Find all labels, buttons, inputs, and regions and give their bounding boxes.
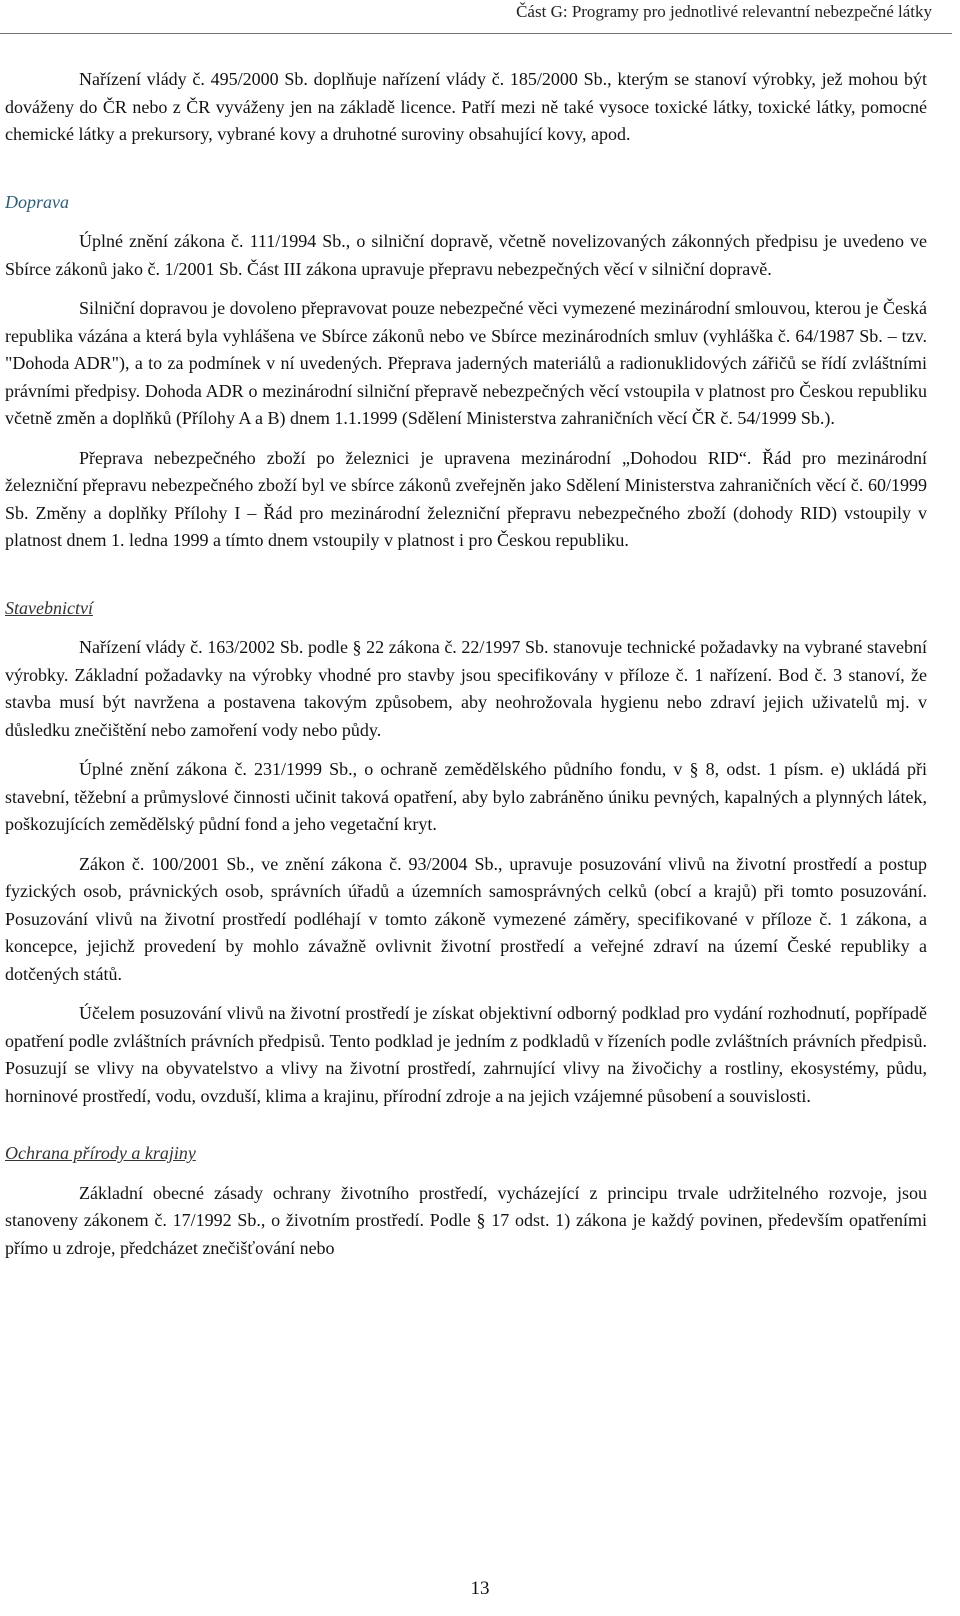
paragraph-stavebnictvi-3: Zákon č. 100/2001 Sb., ve znění zákona č. 93/2004 Sb., upravuje posuzování vlivů na životní prostředí a postup fyzických osob, právnických osob, správních úřadů a územních samosprávných celků (obcí a krajů) při tomto posuzování. Posuzování vlivů na životní prostředí podléhají v tomto zákoně vymezené záměry, specifikované v příloze č. 1 zákona, a koncepce, jejichž provedení by mohlo závažně ovlivnit životní prostředí a veřejné zdraví na území České republiky a dotčených států.: [5, 853, 927, 984]
paragraph-intro: Nařízení vlády č. 495/2000 Sb. doplňuje nařízení vlády č. 185/2000 Sb., kterým se stanoví výrobky, jež mohou být dováženy do ČR nebo z ČR vyváženy jen na základě licence. Patří mezi ně také vysoce toxické látky, toxické látky, pomocné chemické látky a prekursory, vybrané kovy a druhotné suroviny obsahující kovy, apod.: [5, 69, 927, 144]
page-number: 13: [470, 1578, 490, 1599]
section-heading-stavebnictvi-text: Stavebnictví: [5, 597, 93, 618]
paragraph-stavebnictvi-2: Úplné znění zákona č. 231/1999 Sb., o ochraně zemědělského půdního fondu, v § 8, odst. 1 písm. e) ukládá při stavební, těžební a průmyslové činnosti učinit taková opatření, aby bylo zabráněno úniku pevných, kapalných a plynných látek, poškozujících zemědělský půdní fond a jeho vegetační kryt.: [5, 759, 927, 834]
paragraph-doprava-3: Přeprava nebezpečného zboží po železnici je upravena mezinárodní „Dohodou RID“. Řád pro mezinárodní železniční přepravu nebezpečného zboží byl ve sbírce zákonů zveřejněn jako Sdělení Ministerstva zahraničních věcí č. 60/1999 Sb. Změny a doplňky Přílohy I – Řád pro mezinárodní železniční přepravu nebezpečného zboží (dohody RID) vstoupily v platnost dnem 1. ledna 1999 a tímto dnem vstoupily v platnost i pro Českou republiku.: [5, 447, 927, 550]
paragraph-stavebnictvi-4: Účelem posuzování vlivů na životní prostředí je získat objektivní odborný podklad pro vydání rozhodnutí, popřípadě opatření podle zvláštních právních předpisů. Tento podklad je jedním z podkladů v řízeních podle zvláštních právních předpisů. Posuzují se vlivy na obyvatelstvo a vlivy na životní prostředí, zahrnující vlivy na živočichy a rostliny, ekosystémy, půdu, horninové prostředí, vodu, ovzduší, klima a krajinu, přírodní zdroje a na jejich vzájemné působení a souvislosti.: [5, 1003, 927, 1106]
paragraph-ochrana-1: Základní obecné zásady ochrany životního prostředí, vycházející z principu trvale udržitelného rozvoje, jsou stanoveny zákonem č. 17/1992 Sb., o životním prostředí. Podle § 17 odst. 1) zákona je každý povinen, především opatřeními přímo u zdroje, předcházet znečišťování nebo: [5, 1182, 927, 1258]
section-heading-ochrana: [5, 1140, 927, 1168]
page-content: [5, 66, 927, 1262]
section-heading-stavebnictvi: [5, 595, 927, 623]
section-heading-ochrana-text: Ochrana přírody a krajiny: [5, 1143, 196, 1163]
running-header: Část G: Programy pro jednotlivé relevantní nebezpečné látky: [516, 2, 932, 21]
paragraph-stavebnictvi-1: Nařízení vlády č. 163/2002 Sb. podle § 22 zákona č. 22/1997 Sb. stanovuje technické požadavky na vybrané stavební výrobky. Základní požadavky na výrobky vhodné pro stavby jsou specifikovány v příloze č. 1 nařízení. Bod č. 3 stanoví, že stavba musí být navržena a postavena takovým způsobem, aby neohrožovala hygienu nebo zdraví jejich uživatelů mj. v důsledku znečištění nebo zamoření vody nebo půdy.: [5, 637, 927, 740]
section-heading-doprava: Doprava: [5, 191, 69, 212]
paragraph-doprava-1: Úplné znění zákona č. 111/1994 Sb., o silniční dopravě, včetně novelizovaných zákonných předpisu je uvedeno ve Sbírce zákonů jako č. 1/2001 Sb. Část III zákona upravuje přepravu nebezpečných věcí v silniční dopravě.: [5, 231, 927, 279]
header-rule: [0, 33, 952, 34]
paragraph-doprava-2: Silniční dopravou je dovoleno přepravovat pouze nebezpečné věci vymezené mezinárodní smlouvou, kterou je Česká republika vázána a která byla vyhlášena ve Sbírce zákonů nebo ve Sbírce mezinárodních smluv (vyhláška č. 64/1987 Sb. – tzv. "Dohoda ADR"), a to za podmínek v ní uvedených. Přeprava jaderných materiálů a radionuklidových zářičů se řídí zvláštními právními předpisy. Dohoda ADR o mezinárodní silniční přepravě nebezpečných věcí vstoupila v platnost pro Českou republiku včetně změn a doplňků (Přílohy A a B) dnem 1.1.1999 (Sdělení Ministerstva zahraničních věcí ČR č. 54/1999 Sb.).: [5, 298, 927, 428]
